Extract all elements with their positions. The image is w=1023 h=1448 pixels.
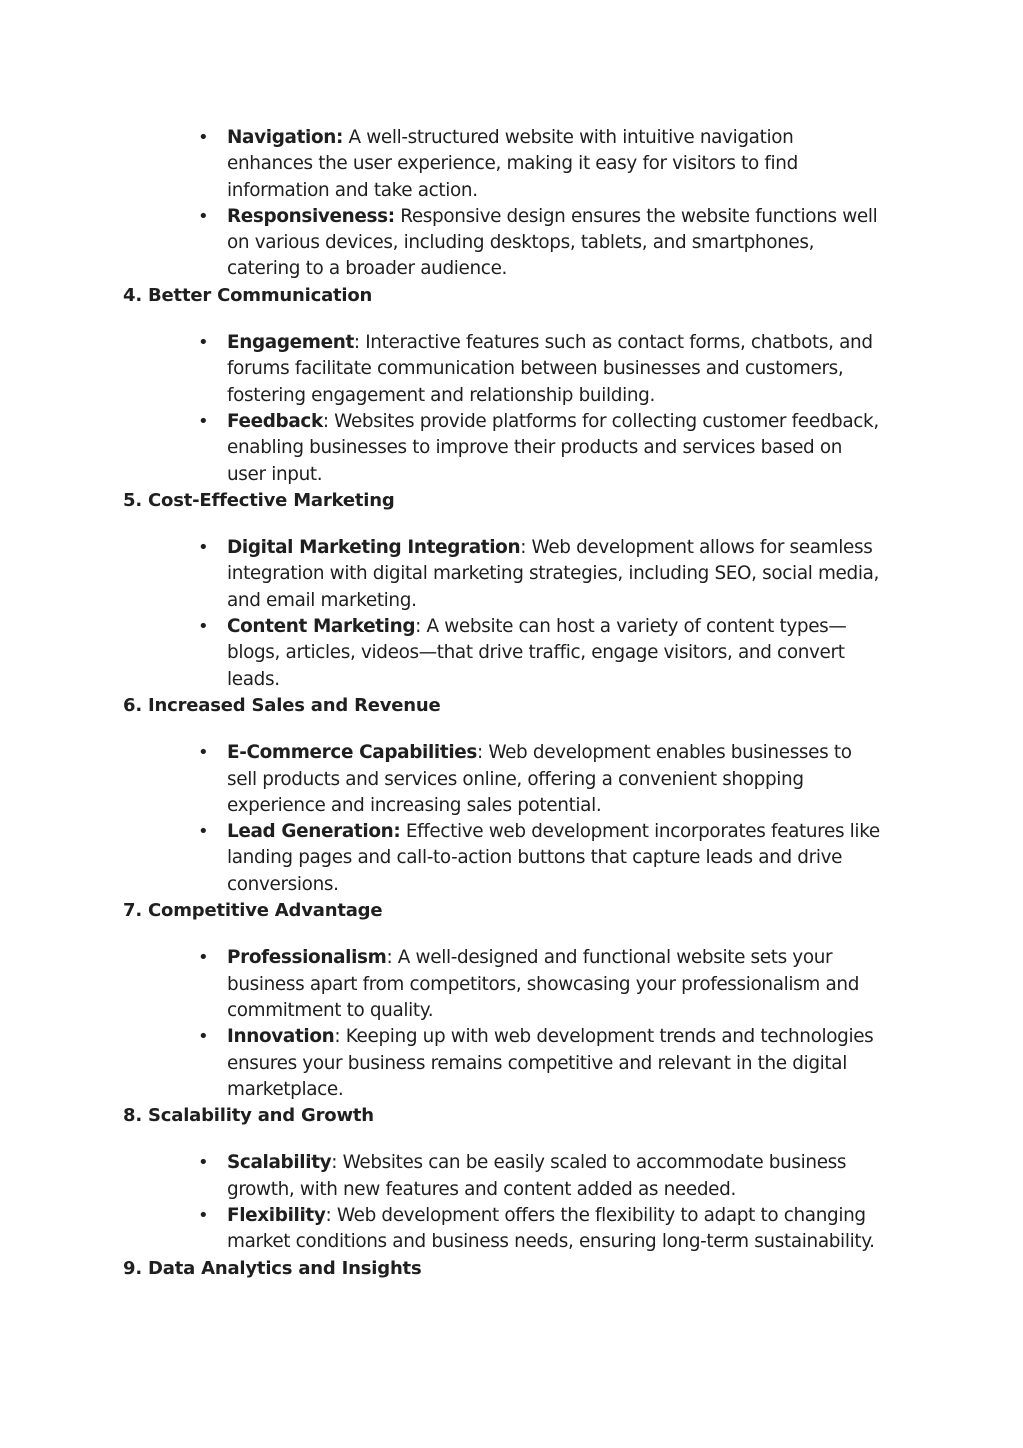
bullet-list-marketing bbox=[123, 535, 883, 693]
item-description: : Websites can be easily scaled to accommodate business growth, with new features and content added as needed. bbox=[227, 1152, 847, 1200]
list-item bbox=[123, 1150, 883, 1203]
document-content bbox=[123, 125, 883, 1282]
item-description: : Keeping up with web development trends and technologies ensures your business remains competitive and relevant in the digital marketplace. bbox=[227, 1026, 874, 1100]
bullet-icon: • bbox=[198, 616, 209, 638]
bullet-icon: • bbox=[198, 1204, 209, 1226]
item-description: Effective web development incorporates features like landing pages and call-to-action buttons that capture leads and drive conversions. bbox=[227, 821, 880, 895]
item-term: Professionalism bbox=[227, 947, 387, 969]
item-description: : Web development offers the flexibility to adapt to changing market conditions and business needs, ensuring long-term sustainability. bbox=[227, 1204, 875, 1253]
bullet-icon: • bbox=[198, 537, 209, 559]
item-term: E-Commerce Capabilities bbox=[227, 742, 477, 764]
item-term: Digital Marketing Integration bbox=[227, 537, 521, 559]
list-item bbox=[123, 125, 883, 204]
section-heading: 6. Increased Sales and Revenue bbox=[123, 694, 441, 716]
bullet-list-scalability bbox=[123, 1150, 883, 1255]
bullet-icon: • bbox=[198, 127, 209, 148]
section-heading: 9. Data Analytics and Insights bbox=[123, 1257, 422, 1279]
bullet-list-competitive bbox=[123, 945, 883, 1103]
item-term: Flexibility bbox=[227, 1204, 326, 1226]
list-item bbox=[123, 535, 883, 614]
item-description: : A website can host a variety of content types—blogs, articles, videos—that drive traffic, engage visitors, and convert leads. bbox=[227, 616, 847, 690]
bullet-icon: • bbox=[198, 205, 209, 227]
item-term: Innovation bbox=[227, 1026, 335, 1048]
list-item bbox=[123, 1203, 883, 1256]
item-term: Lead Generation: bbox=[227, 821, 401, 843]
bullet-icon: • bbox=[198, 1152, 209, 1174]
item-term: Navigation: bbox=[227, 127, 343, 148]
item-description: : Websites provide platforms for collecting customer feedback, enabling businesses to improve their products and services based on user input. bbox=[227, 410, 879, 485]
bullet-icon: • bbox=[198, 742, 209, 764]
section-heading: 4. Better Communication bbox=[123, 284, 373, 306]
bullet-list-communication bbox=[123, 330, 883, 488]
bullet-icon: • bbox=[198, 947, 209, 969]
list-item bbox=[123, 330, 883, 409]
item-description: : Web development enables businesses to sell products and services online, offering a convenient shopping experience and increasing sales potential. bbox=[227, 742, 852, 816]
item-description: : A well-designed and functional website sets your business apart from competitors, showcasing your professionalism and commitment to quality. bbox=[227, 947, 860, 1021]
item-description: : Interactive features such as contact forms, chatbots, and forums facilitate communication between businesses and customers, fostering engagement and relationship building. bbox=[227, 332, 873, 406]
section-heading: 5. Cost-Effective Marketing bbox=[123, 489, 395, 511]
list-item bbox=[123, 945, 883, 1024]
item-description: A well-structured website with intuitive navigation enhances the user experience, making it easy for visitors to find information and take action. bbox=[227, 127, 798, 201]
section-heading: 8. Scalability and Growth bbox=[123, 1105, 374, 1127]
list-item bbox=[123, 819, 883, 898]
bullet-icon: • bbox=[198, 332, 209, 354]
item-description: Responsive design ensures the website functions well on various devices, including desktops, tablets, and smartphones, catering to a broader audience. bbox=[227, 205, 878, 280]
list-item bbox=[123, 740, 883, 819]
item-term: Engagement bbox=[227, 332, 354, 354]
item-term: Responsiveness: bbox=[227, 205, 395, 227]
list-item bbox=[123, 409, 883, 488]
item-term: Feedback bbox=[227, 410, 323, 432]
list-item bbox=[123, 1024, 883, 1103]
bullet-icon: • bbox=[198, 1026, 209, 1048]
list-item bbox=[123, 204, 883, 283]
item-term: Scalability bbox=[227, 1152, 332, 1174]
item-description: : Web development allows for seamless integration with digital marketing strategies, including SEO, social media, and email marketing. bbox=[227, 537, 880, 611]
bullet-list-navigation bbox=[123, 125, 883, 283]
item-term: Content Marketing bbox=[227, 616, 416, 638]
bullet-list-sales bbox=[123, 740, 883, 898]
bullet-icon: • bbox=[198, 821, 209, 843]
list-item bbox=[123, 614, 883, 693]
bullet-icon: • bbox=[198, 410, 209, 432]
section-heading: 7. Competitive Advantage bbox=[123, 900, 383, 922]
